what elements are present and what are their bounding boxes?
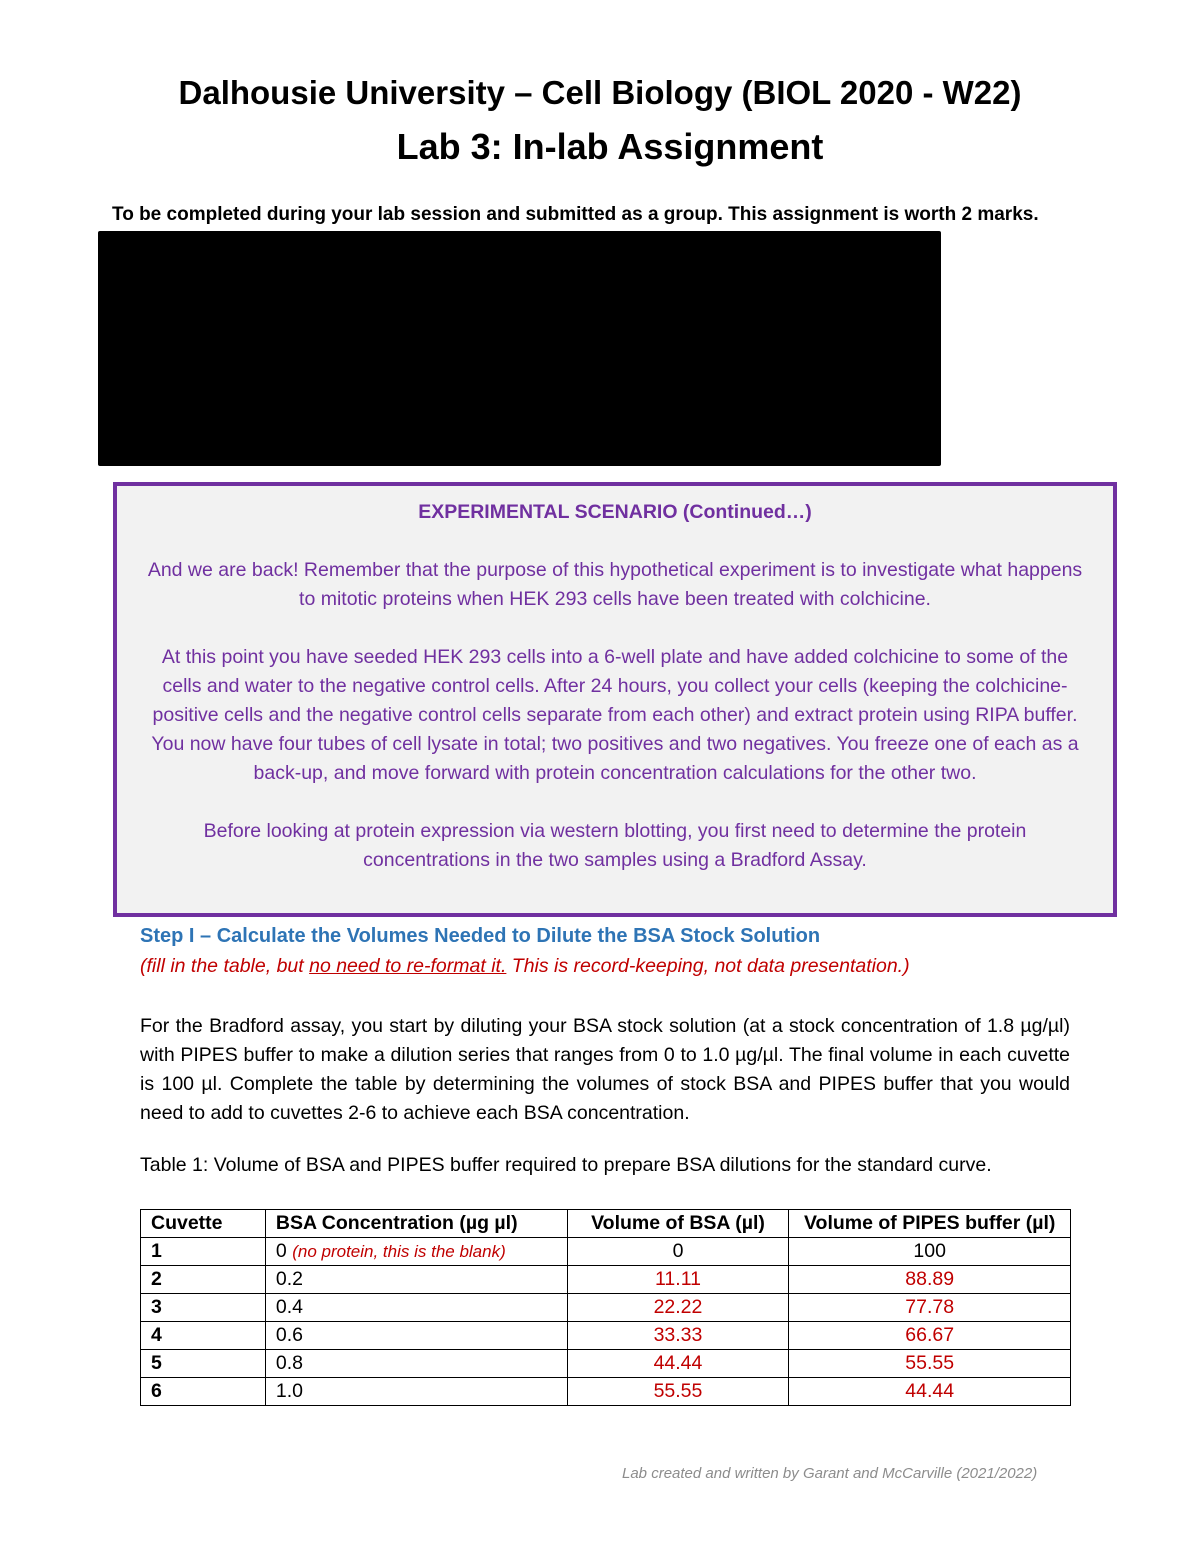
step-note <box>140 955 910 978</box>
cell-cuvette: 2 <box>141 1266 266 1294</box>
cell-concentration: 0.2 <box>265 1266 567 1294</box>
table-caption: Table 1: Volume of BSA and PIPES buffer required to prepare BSA dilutions for the standard curve. <box>140 1154 992 1176</box>
step-note-start: (fill in the table, but <box>140 955 310 977</box>
scenario-paragraph-2: At this point you have seeded HEK 293 cells into a 6-well plate and have added colchicine to some of the cells and water to the negative control cells. After 24 hours, you collect your cells (keeping the colchicine-positive cells and the negative control cells separate from each other) and extract protein using RIPA buffer. You now have four tubes of cell lysate in total; two positives and two negatives. You freeze one of each as a back-up, and move forward with protein concentration calculations for the other two. <box>151 646 1079 784</box>
cell-volume-bsa: 11.11 <box>567 1266 789 1294</box>
cell-volume-pipes: 55.55 <box>789 1350 1071 1378</box>
table-row <box>141 1294 1071 1322</box>
redacted-block <box>98 231 941 466</box>
cell-concentration: 0.8 <box>265 1350 567 1378</box>
cell-volume-pipes: 77.78 <box>789 1294 1071 1322</box>
cell-cuvette: 4 <box>141 1322 266 1350</box>
cell-volume-pipes: 100 <box>789 1238 1071 1266</box>
scenario-heading: EXPERIMENTAL SCENARIO (Continued…) <box>418 501 812 523</box>
page-title: Dalhousie University – Cell Biology (BIOL 2020 - W22) <box>178 74 1022 111</box>
page-subtitle: Lab 3: In-lab Assignment <box>396 126 824 167</box>
cell-cuvette: 5 <box>141 1350 266 1378</box>
cell-volume-bsa: 0 <box>567 1238 789 1266</box>
step-note-end: This is record-keeping, not data presentation.) <box>506 955 910 977</box>
table-row <box>141 1238 1071 1266</box>
step-note-underlined: no need to re-format it. <box>309 955 507 977</box>
cell-volume-bsa: 55.55 <box>567 1378 789 1406</box>
cell-volume-bsa: 33.33 <box>567 1322 789 1350</box>
table-row <box>141 1350 1071 1378</box>
table-row <box>141 1266 1071 1294</box>
header-volume-bsa: Volume of BSA (µl) <box>567 1210 789 1238</box>
table-row <box>141 1322 1071 1350</box>
dilution-table <box>140 1209 1071 1406</box>
header-cuvette: Cuvette <box>141 1210 266 1238</box>
intro-text: To be completed during your lab session and submitted as a group. This assignment is worth 2 marks. <box>112 204 1039 225</box>
scenario-paragraph-1: And we are back! Remember that the purpose of this hypothetical experiment is to investigate what happens to mitotic proteins when HEK 293 cells have been treated with colchicine. <box>147 559 1083 610</box>
table-row <box>141 1378 1071 1406</box>
cell-cuvette: 3 <box>141 1294 266 1322</box>
cell-volume-bsa: 22.22 <box>567 1294 789 1322</box>
cell-cuvette: 6 <box>141 1378 266 1406</box>
scenario-box <box>113 482 1117 917</box>
cell-cuvette: 1 <box>141 1238 266 1266</box>
footer-credit: Lab created and written by Garant and McCarville (2021/2022) <box>622 1465 1038 1482</box>
cell-concentration: 1.0 <box>265 1378 567 1406</box>
cell-volume-pipes: 88.89 <box>789 1266 1071 1294</box>
cell-volume-bsa: 44.44 <box>567 1350 789 1378</box>
cell-volume-pipes: 44.44 <box>789 1378 1071 1406</box>
blank-note: (no protein, this is the blank) <box>292 1242 506 1261</box>
header-volume-pipes: Volume of PIPES buffer (µl) <box>789 1210 1071 1238</box>
cell-concentration: 0.4 <box>265 1294 567 1322</box>
cell-concentration <box>265 1238 567 1266</box>
step-body-text: For the Bradford assay, you start by diluting your BSA stock solution (at a stock concentration of 1.8 µg/µl) with PIPES buffer to make a dilution series that ranges from 0 to 1.0 µg/µl. The final volume in each cuvette is 100 µl. Complete the table by determining the volumes of stock BSA and PIPES buffer that you would need to add to cuvettes 2-6 to achieve each BSA concentration. <box>140 1015 1070 1124</box>
cell-volume-pipes: 66.67 <box>789 1322 1071 1350</box>
table-header-row <box>141 1210 1071 1238</box>
scenario-paragraph-3: Before looking at protein expression via western blotting, you first need to determine the protein concentrations in the two samples using a Bradford Assay. <box>203 820 1027 871</box>
step-title: Step I – Calculate the Volumes Needed to Dilute the BSA Stock Solution <box>140 925 821 947</box>
cell-concentration-value: 0 <box>275 1240 287 1262</box>
cell-concentration: 0.6 <box>265 1322 567 1350</box>
header-bsa-concentration: BSA Concentration (µg µl) <box>265 1210 567 1238</box>
step-body <box>140 1012 1070 1128</box>
